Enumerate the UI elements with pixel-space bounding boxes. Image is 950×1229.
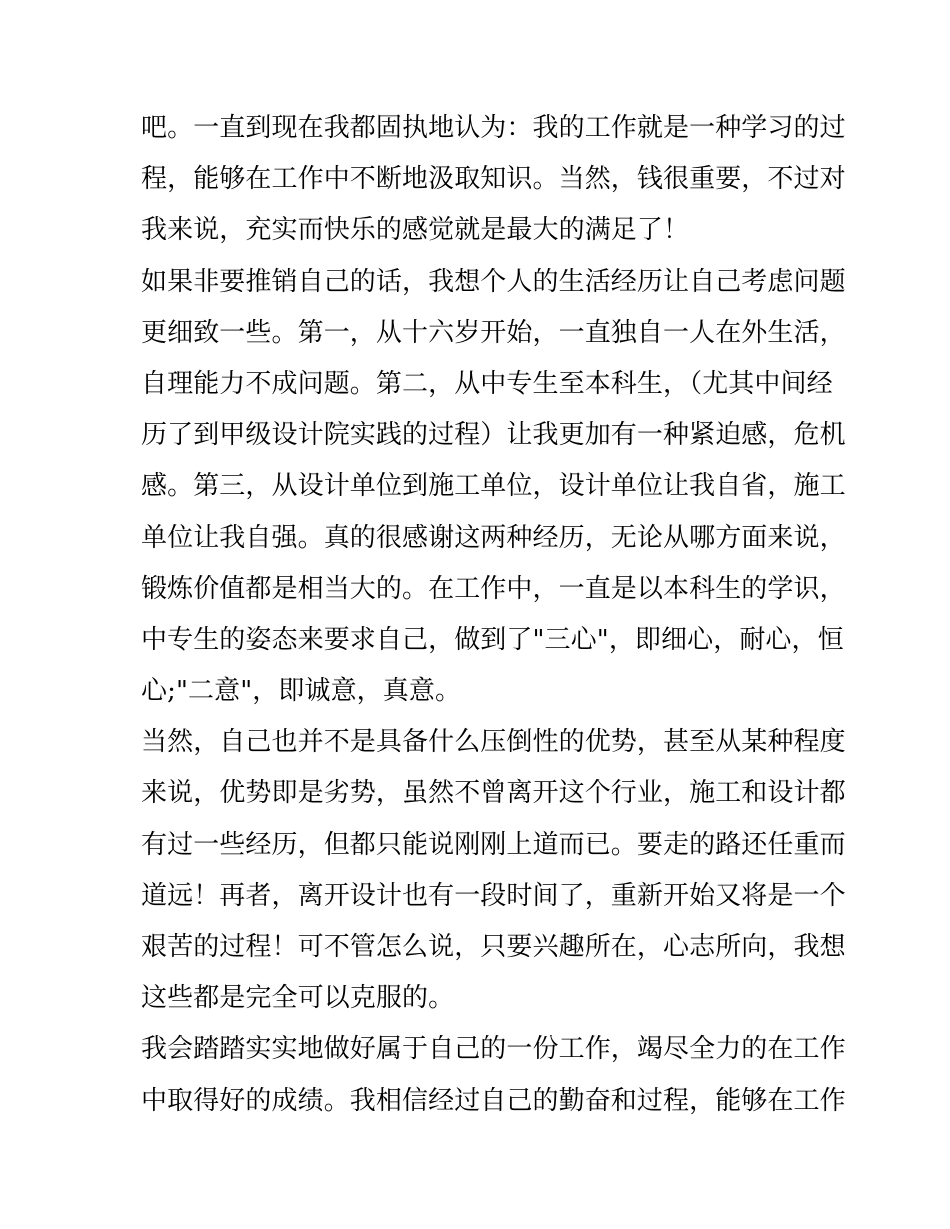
text-line: 这些都是完全可以克服的。 [141, 983, 455, 1014]
document-body [141, 103, 846, 1127]
text-line: 更细致一些。第一，从十六岁开始，一直独自一人在外生活， [141, 317, 846, 348]
text-line: 单位让我自强。真的很感谢这两种经历，无论从哪方面来说， [141, 522, 846, 553]
text-line: 中取得好的成绩。我相信经过自己的勤奋和过程，能够在工作 [141, 1085, 846, 1116]
text-line: 中专生的姿态来要求自己，做到了"三心"，即细心，耐心，恒 [141, 624, 844, 655]
text-line: 感。第三，从设计单位到施工单位，设计单位让我自省，施工 [141, 471, 846, 502]
text-line: 来说，优势即是劣势，虽然不曾离开这个行业，施工和设计都 [141, 778, 846, 809]
text-line: 程，能够在工作中不断地汲取知识。当然，钱很重要，不过对 [141, 164, 846, 195]
text-line: 吧。一直到现在我都固执地认为：我的工作就是一种学习的过 [141, 113, 846, 143]
text-line: 艰苦的过程！可不管怎么说，只要兴趣所在，心志所向，我想 [141, 932, 846, 962]
text-line: 当然，自己也并不是具备什么压倒性的优势，甚至从某种程度 [141, 727, 846, 758]
text-line: 我会踏踏实实地做好属于自己的一份工作，竭尽全力的在工作 [141, 1034, 846, 1065]
text-line: 有过一些经历，但都只能说刚刚上道而已。要走的路还任重而 [141, 829, 846, 860]
text-line: 如果非要推销自己的话，我想个人的生活经历让自己考虑问题 [141, 266, 846, 297]
text-line: 历了到甲级设计院实践的过程）让我更加有一种紧迫感，危机 [141, 420, 846, 451]
text-line: 自理能力不成问题。第二，从中专生至本科生，（尤其中间经 [141, 368, 833, 399]
text-line: 锻炼价值都是相当大的。在工作中，一直是以本科生的学识， [141, 573, 846, 604]
text-line: 心;"二意"，即诚意，真意。 [141, 676, 462, 707]
text-line: 道远！再者，离开设计也有一段时间了，重新开始又将是一个 [141, 880, 846, 911]
text-line: 我来说，充实而快乐的感觉就是最大的满足了！ [141, 215, 690, 246]
